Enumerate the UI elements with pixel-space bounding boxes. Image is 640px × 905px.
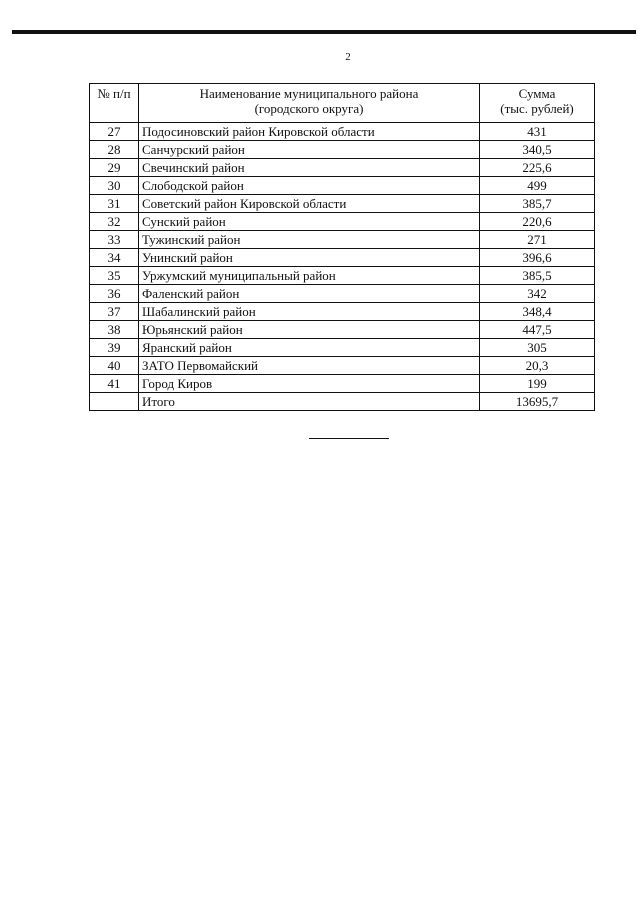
row-num: 36: [90, 285, 139, 303]
total-label: Итого: [139, 393, 480, 411]
row-sum: 348,4: [480, 303, 595, 321]
table-row: [90, 339, 595, 357]
row-num: 34: [90, 249, 139, 267]
row-sum: 340,5: [480, 141, 595, 159]
row-name: Город Киров: [139, 375, 480, 393]
table-row: [90, 195, 595, 213]
table-row: [90, 321, 595, 339]
row-sum: 447,5: [480, 321, 595, 339]
header-name-line1: Наименование муниципального района: [199, 86, 419, 101]
row-name: Слободской район: [139, 177, 480, 195]
row-sum: 305: [480, 339, 595, 357]
table-body: [90, 123, 595, 411]
row-sum: 396,6: [480, 249, 595, 267]
table-row: [90, 159, 595, 177]
table-row: [90, 123, 595, 141]
row-name: Тужинский район: [139, 231, 480, 249]
total-num: [90, 393, 139, 411]
row-sum: 431: [480, 123, 595, 141]
table-header-row: [90, 84, 595, 123]
row-num: 33: [90, 231, 139, 249]
row-sum: 199: [480, 375, 595, 393]
page-number: 2: [345, 51, 351, 63]
row-name: Сунский район: [139, 213, 480, 231]
row-name: Яранский район: [139, 339, 480, 357]
header-sum: [480, 84, 595, 123]
row-name: Свечинский район: [139, 159, 480, 177]
row-name: Советский район Кировской области: [139, 195, 480, 213]
row-num: 35: [90, 267, 139, 285]
row-num: 31: [90, 195, 139, 213]
row-num: 29: [90, 159, 139, 177]
table-row: [90, 141, 595, 159]
total-row: [90, 393, 595, 411]
table-row: [90, 177, 595, 195]
row-sum: 225,6: [480, 159, 595, 177]
row-sum: 385,7: [480, 195, 595, 213]
row-num: 38: [90, 321, 139, 339]
row-sum: 342: [480, 285, 595, 303]
row-num: 32: [90, 213, 139, 231]
table-row: [90, 267, 595, 285]
bottom-rule: [309, 438, 389, 439]
row-num: 40: [90, 357, 139, 375]
header-name-line2: (городского округа): [254, 101, 364, 116]
row-num: 28: [90, 141, 139, 159]
row-num: 30: [90, 177, 139, 195]
row-num: 39: [90, 339, 139, 357]
header-sum-line2: (тыс. рублей): [500, 101, 574, 116]
row-name: Юрьянский район: [139, 321, 480, 339]
row-name: Уржумский муниципальный район: [139, 267, 480, 285]
row-name: Шабалинский район: [139, 303, 480, 321]
row-sum: 20,3: [480, 357, 595, 375]
allocation-table: [89, 83, 595, 411]
row-name: ЗАТО Первомайский: [139, 357, 480, 375]
row-sum: 271: [480, 231, 595, 249]
row-sum: 220,6: [480, 213, 595, 231]
header-sum-line1: Сумма: [518, 86, 556, 101]
row-name: Унинский район: [139, 249, 480, 267]
row-num: 41: [90, 375, 139, 393]
header-num: № п/п: [90, 84, 139, 123]
table-row: [90, 249, 595, 267]
row-sum: 499: [480, 177, 595, 195]
row-name: Санчурский район: [139, 141, 480, 159]
row-num: 27: [90, 123, 139, 141]
row-name: Фаленский район: [139, 285, 480, 303]
row-sum: 385,5: [480, 267, 595, 285]
header-name: [139, 84, 480, 123]
table-row: [90, 303, 595, 321]
table-row: [90, 213, 595, 231]
table-row: [90, 285, 595, 303]
top-rule: [12, 30, 636, 34]
table-row: [90, 357, 595, 375]
row-name: Подосиновский район Кировской области: [139, 123, 480, 141]
total-sum: 13695,7: [480, 393, 595, 411]
table-row: [90, 375, 595, 393]
row-num: 37: [90, 303, 139, 321]
table-row: [90, 231, 595, 249]
